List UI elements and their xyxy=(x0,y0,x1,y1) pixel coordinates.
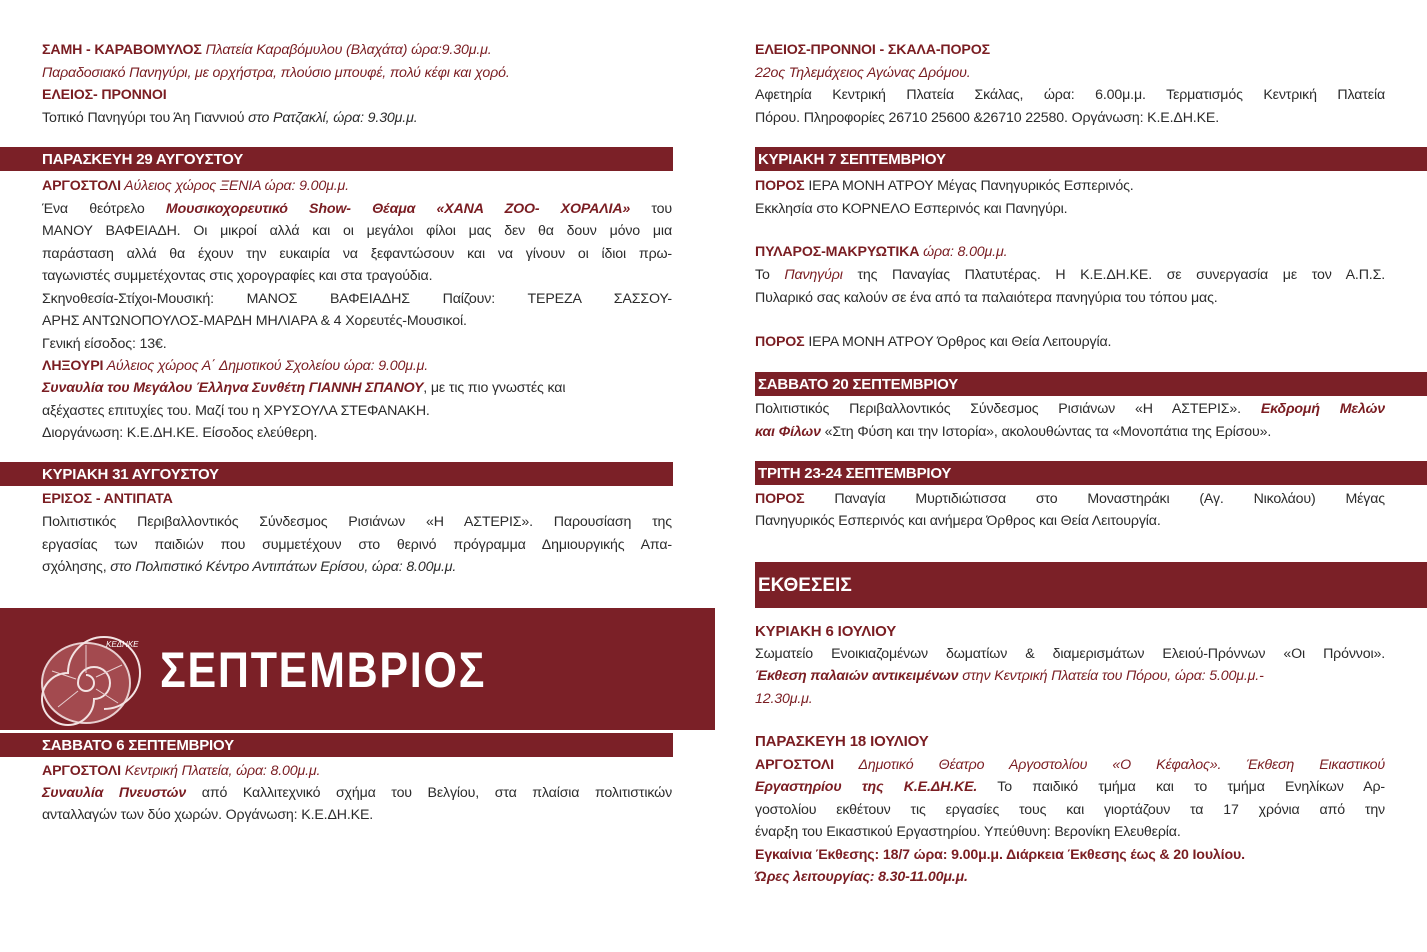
event-line xyxy=(755,264,1385,287)
event-line xyxy=(42,84,672,107)
event-line xyxy=(755,241,1385,264)
event-desc: , με ορχήστρα, πλούσιο μπουφέ, πολύ κέφι και χορό. xyxy=(187,65,510,81)
event-line xyxy=(755,776,1385,799)
venue-time: Πλατεία Καραβόμυλου (Βλαχάτα) ώρα:9.30μ.μ. xyxy=(205,42,492,58)
event-line: εργασίας των παιδιών που συμμετέχουν στο θερινό πρόγραμμα Δημιουργικής Απα- xyxy=(42,537,672,553)
event-line: γοστολίου εκθέτουν τις εργασίες τους και γιορτάζουν τα 17 χρόνια από την xyxy=(755,802,1385,818)
event-line: Διοργάνωση: Κ.Ε.ΔΗ.ΚΕ. Είσοδος ελεύθερη. xyxy=(42,425,318,441)
event-line xyxy=(42,107,672,130)
event-line xyxy=(755,665,1385,688)
event-desc: Το xyxy=(755,267,785,283)
event-desc: Τοπικό Πανηγύρι του Άη Γιαννιού xyxy=(42,110,249,126)
event-line xyxy=(755,398,1385,421)
event-title: Μουσικοχορευτικό Show- Θέαμα «ΧΑΝΑ ΖΟΟ- ΧΟΡΑΛΙΑ» xyxy=(165,201,631,217)
event-desc: σχόλησης, xyxy=(42,559,111,575)
venue-time: ώρα: 8.00μ.μ. xyxy=(919,244,1008,260)
venue-time: Αύλειος χώρος Α΄ Δημοτικού Σχολείου ώρα: 9.00μ.μ. xyxy=(103,358,429,374)
event-title: Έκθεση παλαιών αντικειμένων xyxy=(755,668,959,684)
event-title: Εργαστηρίου της Κ.Ε.ΔΗ.ΚΕ. xyxy=(755,779,978,795)
event-line xyxy=(755,175,1385,198)
date-header: ΚΥΡΙΑΚΗ 7 ΣΕΠΤΕΜΒΡΙΟΥ xyxy=(755,147,1427,171)
event-desc: Παναγία Μυρτιδιώτισσα στο Μοναστηράκι (Αγ. Νικολάου) Μέγας xyxy=(804,491,1385,507)
event-line xyxy=(42,198,672,221)
event-line xyxy=(755,421,1385,444)
event-desc: ΙΕΡΑ ΜΟΝΗ ΑΤΡΟΥ Όρθρος και Θεία Λειτουργία. xyxy=(804,334,1112,350)
event-line: ΜΑΝΟΥ ΒΑΦΕΙΑΔΗ. Οι μικροί αλλά και οι μεγάλοι φίλοι μας δεν θα δουν μόνο μια xyxy=(42,223,672,239)
event-title: Πανηγύρι xyxy=(784,267,843,283)
location-label: ΕΛΕΙΟΣ- ΠΡΟΝΝΟΙ xyxy=(42,87,167,103)
event-line: Ώρες λειτουργίας: 8.30-11.00μ.μ. xyxy=(755,869,968,885)
date-header: ΠΑΡΑΣΚΕΥΗ 29 ΑΥΓΟΥΣΤΟΥ xyxy=(0,147,673,171)
event-line: ανταλλαγών των δύο χωρών. Οργάνωση: Κ.Ε.ΔΗ.ΚΕ. xyxy=(42,807,374,823)
event-title: Παραδοσιακό Πανηγύρι xyxy=(42,65,188,81)
event-line xyxy=(755,754,1385,777)
event-line: Πανηγυρικός Εσπερινός και ανήμερα Όρθρος και Θεία Λειτουργία. xyxy=(755,513,1161,529)
event-line: 12.30μ.μ. xyxy=(755,691,813,707)
event-title: Εκδρομή Μελών xyxy=(1260,401,1386,417)
venue-time: Δημοτικό Θέατρο Αργοστολίου «Ο Κέφαλος». Έκθεση Εικαστικού xyxy=(833,757,1385,773)
section-header-exhibitions: ΕΚΘΕΣΕΙΣ xyxy=(755,562,1427,608)
event-line xyxy=(42,175,672,198)
event-line xyxy=(42,556,672,579)
event-desc: Ένα θεότρελο xyxy=(42,201,166,217)
event-line xyxy=(42,39,672,62)
event-desc: της Παναγίας Πλατυτέρας. Η Κ.Ε.ΔΗ.ΚΕ. σε συνεργασία με τον Α.Π.Σ. xyxy=(842,267,1385,283)
event-desc: ΙΕΡΑ ΜΟΝΗ ΑΤΡΟΥ Μέγας Πανηγυρικός Εσπερινός. xyxy=(804,178,1134,194)
event-title: Συναυλία Πνευστών xyxy=(42,785,187,801)
event-title: 22ος Τηλεμάχειος Αγώνας Δρόμου. xyxy=(755,65,971,81)
location-label: ΕΛΕΙΟΣ-ΠΡΟΝΝΟΙ - ΣΚΑΛΑ-ΠΟΡΟΣ xyxy=(755,42,990,58)
event-desc: Το παιδικό τμήμα και το τμήμα Ενηλίκων Αρ- xyxy=(977,779,1385,795)
event-line xyxy=(42,782,672,805)
event-line: Αφετηρία Κεντρική Πλατεία Σκάλας, ώρα: 6.00μ.μ. Τερματισμός Κεντρική Πλατεία xyxy=(755,87,1385,103)
event-line: ταγωνιστές συμμετέχοντας στις χορογραφίες και στα τραγούδια. xyxy=(42,268,433,284)
event-line: Πόρου. Πληροφορίες 26710 25600 &26710 22580. Οργάνωση: Κ.Ε.ΔΗ.ΚΕ. xyxy=(755,110,1220,126)
venue-time: στην Κεντρική Πλατεία του Πόρου, ώρα: 5.00μ.μ.- xyxy=(958,668,1264,684)
venue-time: στο Πολιτιστικό Κέντρο Αντιπάτων Ερίσου, ώρα: 8.00μ.μ. xyxy=(110,559,457,575)
event-line: ΑΡΗΣ ΑΝΤΩΝΟΠΟΥΛΟΣ-ΜΑΡΔΗ ΜΗΛΙΑΡΑ & 4 Χορευτές-Μουσικοί. xyxy=(42,313,467,329)
event-line: έναρξη του Εικαστικού Εργαστηρίου. Υπεύθυνη: Βερονίκη Ελευθερία. xyxy=(755,824,1181,840)
location-label: ΑΡΓΟΣΤΟΛΙ xyxy=(42,178,121,194)
location-label: ΠΥΛΑΡΟΣ-ΜΑΚΡΥΩΤΙΚΑ xyxy=(755,244,920,260)
month-banner xyxy=(0,608,715,730)
location-label: ΠΟΡΟΣ xyxy=(755,491,805,507)
event-line: Σωματείο Ενοικιαζομένων δωματίων & διαμερισμάτων Ελειού-Πρόννων «Οι Πρόννοι». xyxy=(755,646,1385,662)
date-header: ΣΑΒΒΑΤΟ 6 ΣΕΠΤΕΜΒΡΙΟΥ xyxy=(0,733,673,757)
event-line: παράσταση αλλά θα έχουν την ευκαιρία να ξεφαντώσουν και να γίνουν οι ίδιοι πρω- xyxy=(42,246,672,262)
date-header: ΤΡΙΤΗ 23-24 ΣΕΠΤΕΜΒΡΙΟΥ xyxy=(755,461,1427,485)
event-line xyxy=(755,62,1385,85)
event-title: Συναυλία του Μεγάλου Έλληνα Συνθέτη ΓΙΑΝΝΗ ΣΠΑΝΟΥ xyxy=(42,380,424,396)
event-line xyxy=(755,331,1385,354)
event-line xyxy=(42,355,672,378)
location-label: ΣΑΜΗ - ΚΑΡΑΒΟΜΥΛΟΣ xyxy=(42,42,202,58)
date-header: ΚΥΡΙΑΚΗ 31 ΑΥΓΟΥΣΤΟΥ xyxy=(0,462,673,486)
date-header: ΣΑΒΒΑΤΟ 20 ΣΕΠΤΕΜΒΡΙΟΥ xyxy=(755,372,1427,396)
venue-time: Κεντρική Πλατεία, ώρα: 8.00μ.μ. xyxy=(120,763,321,779)
logo-text: ΚΕΔΗΚΕ xyxy=(106,640,139,649)
event-desc: του xyxy=(630,201,672,217)
event-line xyxy=(755,39,1385,62)
event-desc: , με τις πιο γνωστές και xyxy=(423,380,566,396)
event-desc: Πολιτιστικός Περιβαλλοντικός Σύνδεσμος Ρισιάνων «Η ΑΣΤΕΡΙΣ». xyxy=(755,401,1261,417)
event-line: αξέχαστες επιτυχίες του. Μαζί του η ΧΡΥΣΟΥΛΑ ΣΤΕΦΑΝΑΚΗ. xyxy=(42,403,430,419)
event-line: Πυλαρικό σας καλούν σε ένα από τα παλαιότερα πανηγύρια του τόπου μας. xyxy=(755,290,1218,306)
event-line: Πολιτιστικός Περιβαλλοντικός Σύνδεσμος Ρισιάνων «Η ΑΣΤΕΡΙΣ». Παρουσίαση της xyxy=(42,514,672,530)
venue-time: στο Ρατζακλί, ώρα: 9.30μ.μ. xyxy=(248,110,418,126)
date-subheader: ΠΑΡΑΣΚΕΥΗ 18 ΙΟΥΛΙΟΥ xyxy=(755,733,929,750)
location-label: ΑΡΓΟΣΤΟΛΙ xyxy=(755,757,834,773)
event-desc: από Καλλιτεχνικό σχήμα του Βελγίου, στα πλαίσια πολιτιστικών xyxy=(186,785,673,801)
event-line: Σκηνοθεσία-Στίχοι-Μουσική: ΜΑΝΟΣ ΒΑΦΕΙΑΔΗΣ Παίζουν: ΤΕΡΕΖΑ ΣΑΣΣΟΥ- xyxy=(42,291,672,307)
location-label: ΑΡΓΟΣΤΟΛΙ xyxy=(42,763,121,779)
venue-time: Αύλειος χώρος ΞΕΝΙΑ ώρα: 9.00μ.μ. xyxy=(120,178,349,194)
event-line xyxy=(42,760,672,783)
event-title: και Φίλων xyxy=(755,424,821,440)
date-subheader: ΚΥΡΙΑΚΗ 6 ΙΟΥΛΙΟΥ xyxy=(755,623,897,640)
event-desc: «Στη Φύση και την Ιστορία», ακολουθώντας τα «Μονοπάτια της Ερίσου». xyxy=(820,424,1272,440)
location-label: ΠΟΡΟΣ xyxy=(755,334,805,350)
event-line xyxy=(42,377,672,400)
month-title: ΣΕΠΤΕΜΒΡΙΟΣ xyxy=(160,642,487,698)
event-line: Γενική είσοδος: 13€. xyxy=(42,336,167,352)
location-label: ΛΗΞΟΥΡΙ xyxy=(42,358,104,374)
event-line xyxy=(755,488,1385,511)
event-line: Εγκαίνια Έκθεσης: 18/7 ώρα: 9.00μ.μ. Διάρκεια Έκθεσης έως & 20 Ιουλίου. xyxy=(755,847,1245,863)
event-line: Εκκλησία στο ΚΟΡΝΕΛΟ Εσπερινός και Πανηγύρι. xyxy=(755,201,1068,217)
location-label: ΕΡΙΣΟΣ - ΑΝΤΙΠΑΤΑ xyxy=(42,491,173,507)
nautilus-logo-icon xyxy=(34,633,154,728)
event-line xyxy=(42,488,672,511)
location-label: ΠΟΡΟΣ xyxy=(755,178,805,194)
event-line xyxy=(42,62,672,85)
